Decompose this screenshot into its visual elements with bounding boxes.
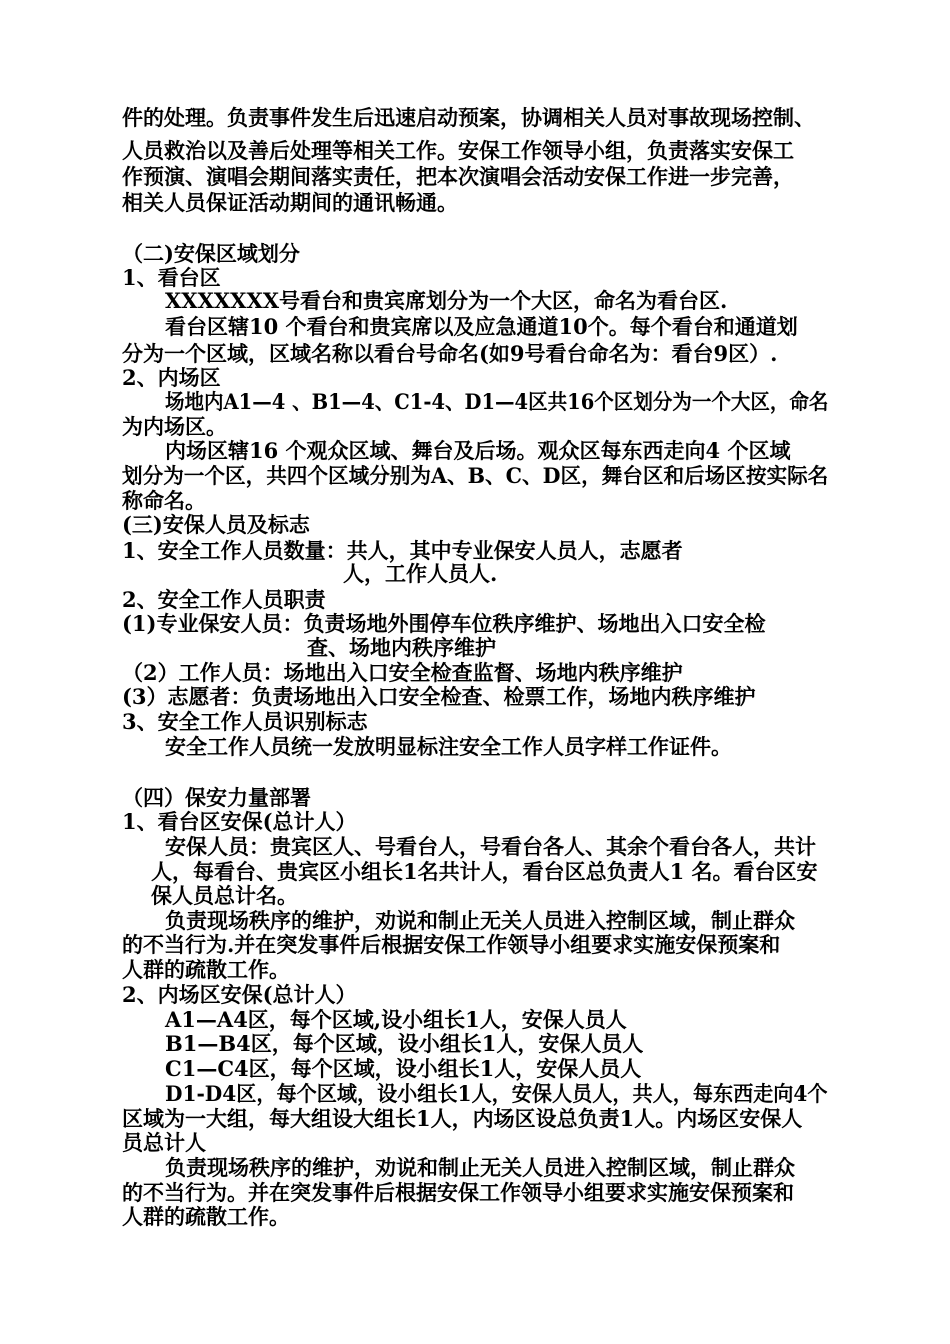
text-line: D1-D4区，每个区域，设小组长1人，安保人员人，共人，每东西走向4个 <box>165 1081 828 1106</box>
text-line: 保人员总计名。 <box>151 883 298 908</box>
text-line: （2）工作人员：场地出入口安全检查监督、场地内秩序维护 <box>122 660 683 685</box>
text-line: 人群的疏散工作。 <box>122 1204 290 1229</box>
text-line: 场地内A1—4 、B1—4、C1-4、D1—4区共16个区划分为一个大区，命名 <box>165 389 829 414</box>
text-line: 人，工作人员人. <box>343 561 498 586</box>
text-line: 负责现场秩序的维护，劝说和制止无关人员进入控制区域，制止群众 <box>165 908 795 933</box>
text-line: B1—B4区，每个区域，设小组长1人，安保人员人 <box>165 1031 644 1056</box>
section-heading: （二)安保区域划分 <box>122 241 300 266</box>
text-line: 的不当行为.并在突发事件后根据安保工作领导小组要求实施安保预案和 <box>122 932 781 957</box>
text-line: 1、安全工作人员数量：共人，其中专业保安人员人，志愿者 <box>122 538 683 563</box>
text-line: C1—C4区，每个区域，设小组长1人，安保人员人 <box>165 1056 642 1081</box>
text-line: 看台区辖10 个看台和贵宾席以及应急通道10个。每个看台和通道划 <box>165 314 798 339</box>
section-heading: （四）保安力量部署 <box>122 785 311 810</box>
text-line: XXXXXXX号看台和贵宾席划分为一个大区，命名为看台区. <box>165 288 728 313</box>
subsection-heading: 2、内场区安保(总计人） <box>122 982 357 1007</box>
subsection-heading: 2、安全工作人员职责 <box>122 587 326 612</box>
text-line: 安保人员：贵宾区人、号看台人，号看台各人、其余个看台各人，共计 <box>165 834 816 859</box>
section-heading: (三)安保人员及标志 <box>122 512 310 537</box>
text-line: 称命名。 <box>122 488 206 513</box>
text-line: 为内场区。 <box>122 414 227 439</box>
text-line: 人，每看台、贵宾区小组长1名共计人，看台区总负责人1 名。看台区安 <box>151 859 818 884</box>
text-line: (3）志愿者：负责场地出入口安全检查、检票工作，场地内秩序维护 <box>122 684 756 709</box>
text-line: (1)专业保安人员：负责场地外围停车位秩序维护、场地出入口安全检 <box>122 611 766 636</box>
subsection-heading: 2、内场区 <box>122 365 221 390</box>
text-line: 的不当行为。并在突发事件后根据安保工作领导小组要求实施安保预案和 <box>122 1180 794 1205</box>
text-line: 件的处理。负责事件发生后迅速启动预案，协调相关人员对事故现场控制、 <box>122 105 815 130</box>
text-line: 人群的疏散工作。 <box>122 957 290 982</box>
text-line: 查、场地内秩序维护 <box>307 635 496 660</box>
text-line: 内场区辖16 个观众区域、舞台及后场。观众区每东西走向4 个区域 <box>165 438 791 463</box>
text-line: 安全工作人员统一发放明显标注安全工作人员字样工作证件。 <box>165 734 732 759</box>
text-line: 划分为一个区，共四个区域分别为A、B、C、D区，舞台区和后场区按实际名 <box>122 463 829 488</box>
text-line: 负责现场秩序的维护，劝说和制止无关人员进入控制区域，制止群众 <box>165 1155 795 1180</box>
text-line: 作预演、演唱会期间落实责任，把本次演唱会活动安保工作进一步完善， <box>122 164 794 189</box>
text-line: 员总计人 <box>122 1130 206 1155</box>
text-line: A1—A4区，每个区域,设小组长1人，安保人员人 <box>165 1007 627 1032</box>
text-line: 区域为一大组，每大组设大组长1人，内场区设总负责1人。内场区安保人 <box>122 1106 803 1131</box>
text-line: 人员救治以及善后处理等相关工作。安保工作领导小组，负责落实安保工 <box>122 138 794 163</box>
text-line: 分为一个区域，区域名称以看台号命名(如9号看台命名为：看台9区）. <box>122 341 778 366</box>
subsection-heading: 3、安全工作人员识别标志 <box>122 709 368 734</box>
text-line: 相关人员保证活动期间的通讯畅通。 <box>122 190 458 215</box>
subsection-heading: 1、看台区安保(总计人） <box>122 809 357 834</box>
subsection-heading: 1、看台区 <box>122 265 221 290</box>
